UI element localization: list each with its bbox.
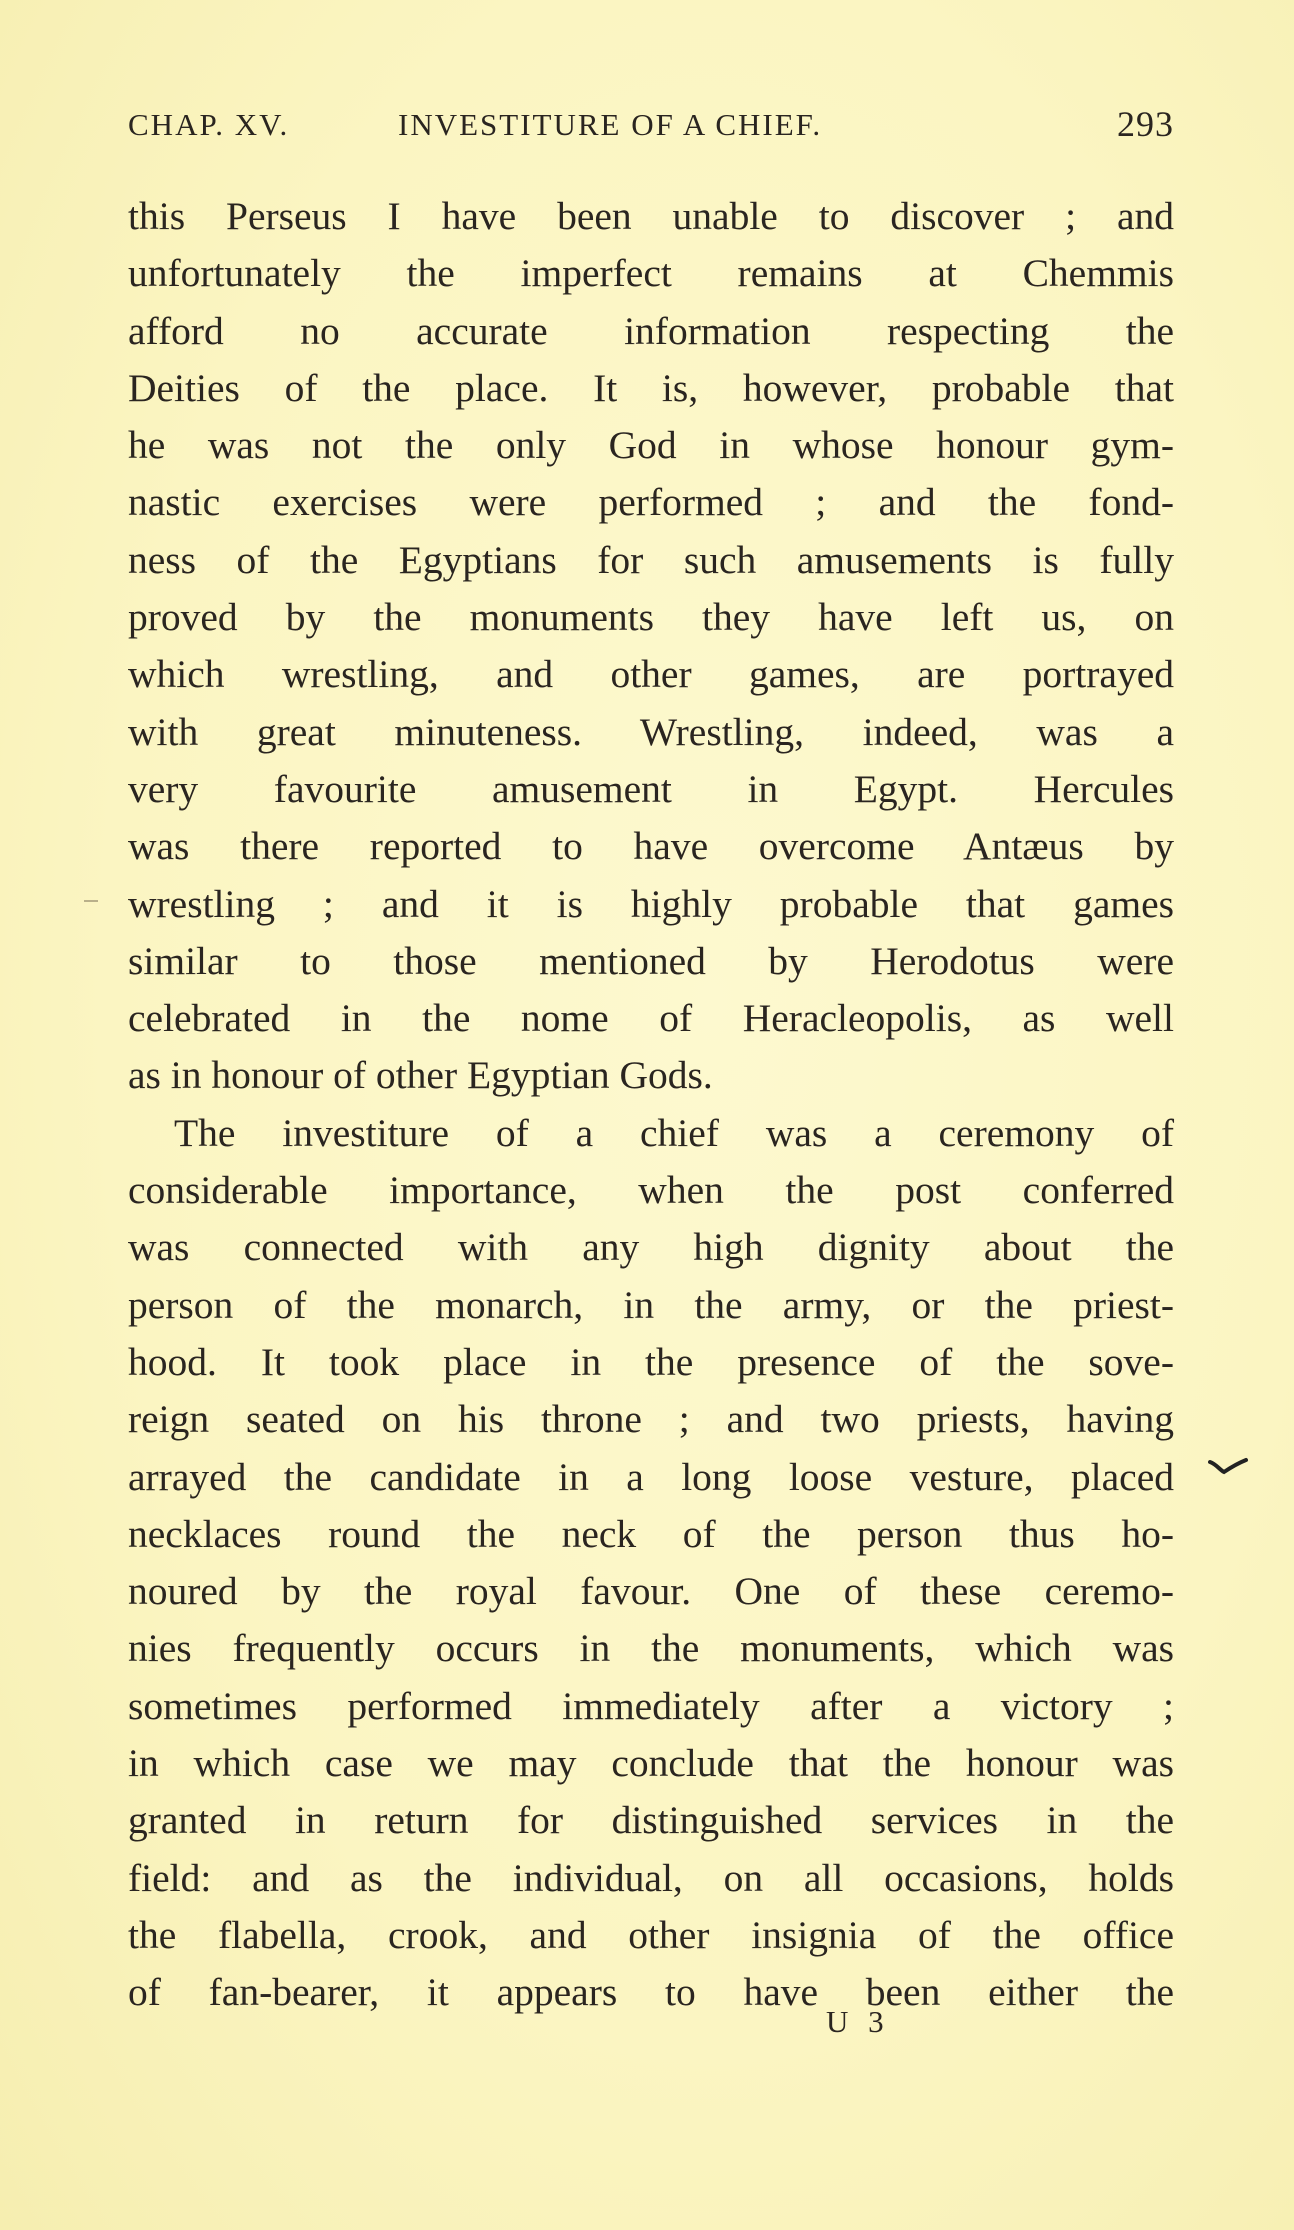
chapter-label: CHAP. XV. [128,107,290,142]
pencil-check-mark-icon [1208,1454,1250,1478]
text-line: was there reported to have overcome Antæus by [128,824,1174,869]
running-header [128,104,1174,147]
text-line: in which case we may conclude that the honour was [128,1741,1174,1786]
text-line: proved by the monuments they have left us, on [128,595,1174,640]
text-line: person of the monarch, in the army, or the priest- [128,1282,1174,1327]
text-line: unfortunately the imperfect remains at Chemmis [128,251,1174,296]
text-line: nies frequently occurs in the monuments, which was [128,1626,1174,1671]
text-line: field: and as the individual, on all occasions, holds [128,1855,1174,1900]
text-line: celebrated in the nome of Heracleopolis, as well [128,996,1174,1041]
text-line: this Perseus I have been unable to discover ; and [128,194,1174,238]
text-line: similar to those mentioned by Herodotus were [128,938,1174,983]
text-line: arrayed the candidate in a long loose vesture, placed [128,1454,1174,1499]
text-line: nastic exercises were performed ; and the fond- [128,480,1174,525]
text-line: of fan-bearer, it appears to have been either the [128,1970,1174,2015]
text-line: considerable importance, when the post conferred [128,1168,1174,1213]
paragraph-end-line: as in honour of other Egyptian Gods. [128,1053,713,1098]
body-text [128,188,1174,2022]
text-line: he was not the only God in whose honour gym- [128,423,1174,468]
margin-tick-mark [84,900,98,902]
running-title: INVESTITURE OF A CHIEF. [398,107,823,142]
text-line: with great minuteness. Wrestling, indeed, was a [128,709,1174,754]
text-line: sometimes performed immediately after a victory ; [128,1683,1174,1728]
page-number: 293 [1117,104,1174,144]
text-line: noured by the royal favour. One of these ceremo- [128,1569,1174,1614]
text-line: the flabella, crook, and other insignia of the office [128,1912,1174,1957]
text-line: was connected with any high dignity about the [128,1225,1174,1270]
text-line: hood. It took place in the presence of the sove- [128,1339,1174,1384]
text-line: afford no accurate information respecting the [128,308,1174,353]
text-line: necklaces round the neck of the person thus ho- [128,1511,1174,1556]
text-line: wrestling ; and it is highly probable that games [128,881,1174,926]
signature-mark: U 3 [826,2004,890,2039]
paragraph-start-line: The investiture of a chief was a ceremony of [174,1110,1174,1155]
text-line: very favourite amusement in Egypt. Hercules [128,766,1174,811]
text-line: which wrestling, and other games, are portrayed [128,652,1174,697]
text-line: reign seated on his throne ; and two priests, having [128,1397,1174,1442]
text-line: ness of the Egyptians for such amusements is fully [128,537,1174,582]
text-line: Deities of the place. It is, however, probable that [128,365,1174,410]
text-line: granted in return for distinguished services in the [128,1798,1174,1843]
